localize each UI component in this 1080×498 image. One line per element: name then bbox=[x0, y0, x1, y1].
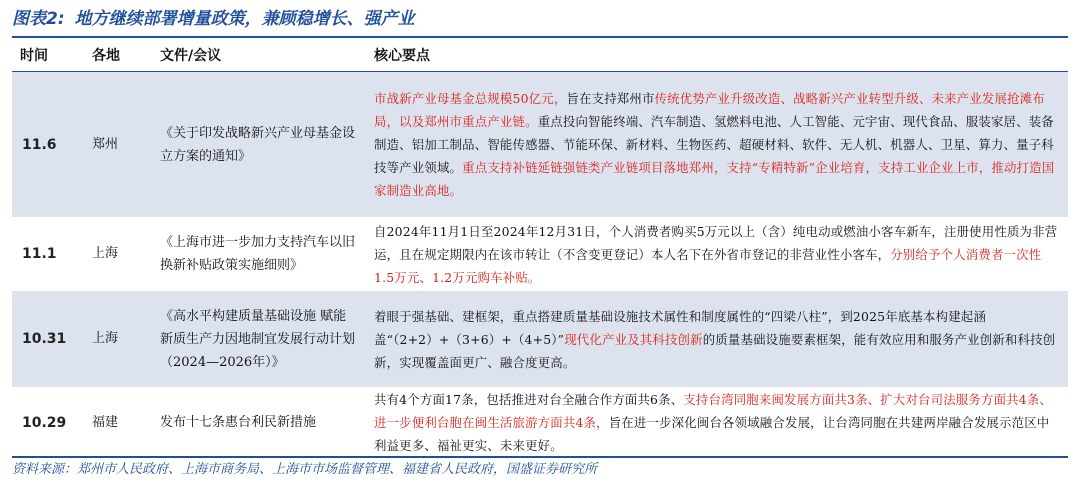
key-point-highlight: 分别给予个人消费者一次性1.5万元、1.2万元购车补贴。 bbox=[374, 246, 1042, 285]
header-region: 各地 bbox=[84, 38, 152, 72]
cell-key-points bbox=[366, 72, 1068, 218]
cell-time: 10.29 bbox=[12, 388, 84, 458]
cell-document: 《关于印发战略新兴产业母基金设立方案的通知》 bbox=[152, 72, 366, 218]
key-point-text: 重点投向智能终端、汽车制造、氢燃料电池、人工智能、元宇宙、现代食品、服装家居、装备制造、铝加工制品、智能传感器、节能环保、新材料、生物医药、超硬材料、软件、无人机、机器人、卫星、算力、量子科技等产业领域。 bbox=[374, 114, 1054, 175]
table-row bbox=[12, 218, 1068, 291]
policy-table bbox=[12, 38, 1068, 458]
figure-title-text: 地方继续部署增量政策，兼顾稳增长、强产业 bbox=[74, 9, 415, 29]
cell-time: 11.1 bbox=[12, 218, 84, 291]
table-header-row bbox=[12, 38, 1068, 72]
cell-key-points bbox=[366, 291, 1068, 388]
figure-label: 图表2: bbox=[12, 9, 65, 29]
cell-key-points bbox=[366, 388, 1068, 458]
key-point-highlight: 市战新产业母基金总规模50亿元， bbox=[374, 91, 567, 106]
figure-title bbox=[12, 6, 415, 32]
cell-region: 郑州 bbox=[84, 72, 152, 218]
table-row bbox=[12, 388, 1068, 458]
cell-key-points bbox=[366, 218, 1068, 291]
cell-document: 《上海市进一步加力支持汽车以旧换新补贴政策实施细则》 bbox=[152, 218, 366, 291]
cell-time: 11.6 bbox=[12, 72, 84, 218]
header-key-points: 核心要点 bbox=[366, 38, 1068, 72]
key-point-text: 共有4个方面17条，包括推进对台全融合作方面共6条、 bbox=[374, 392, 684, 407]
table-row bbox=[12, 72, 1068, 218]
key-point-highlight: 重点支持补链延链强链类产业链项目落地郑州，支持“专精特新”企业培育，支持工业企业上市，推动打造国家制造业高地。 bbox=[374, 160, 1055, 198]
key-point-highlight: 支持台湾同胞来闽发展方面共3条、扩大对台司法服务方面共4条、进一步便利台胞在闽生活旅游方面共4条， bbox=[374, 392, 1053, 430]
source-note: 资料来源：郑州市人民政府、上海市商务局、上海市市场监督管理、福建省人民政府，国盛证券研究所 bbox=[12, 462, 598, 477]
key-point-text: 着眼于强基础、建框架，重点搭建质量基础设施技术属性和制度属性的“四梁八柱”，到2025年底基本构建起涵盖“（2+2）+（3+6）+（4+5）” bbox=[374, 308, 986, 347]
cell-region: 福建 bbox=[84, 388, 152, 458]
table-row bbox=[12, 291, 1068, 388]
cell-region: 上海 bbox=[84, 291, 152, 388]
key-point-text: 自2024年11月1日至2024年12月31日，个人消费者购买5万元以上（含）纯电动或燃油小客车新车，注册使用性质为非营运，且在规定期限内在该市转让（不含变更登记）本人名下在外省市登记的非营业性小客车， bbox=[374, 223, 1058, 262]
key-point-highlight: 现代化产业及其科技创新 bbox=[564, 331, 703, 347]
key-point-highlight: 传统优势产业升级改造、战略新兴产业转型升级、未来产业发展抢滩布局，以及郑州市重点产业链。 bbox=[374, 91, 1045, 129]
cell-document: 《高水平构建质量基础设施 赋能新质生产力因地制宜发展行动计划（2024—2026年）》 bbox=[152, 291, 366, 388]
key-point-text: 的质量基础设施要素框架，能有效应用和服务产业创新和科技创新，实现覆盖面更广、融合度更高。 bbox=[374, 331, 1056, 370]
key-point-text: 旨在支持郑州市 bbox=[566, 91, 655, 106]
header-time: 时间 bbox=[12, 38, 84, 72]
cell-time: 10.31 bbox=[12, 291, 84, 388]
key-point-text: 旨在进一步深化闽台各领域融合发展，让台湾同胞在共建两岸融合发展示范区中利益更多、福祉更实、未来更好。 bbox=[374, 415, 1050, 453]
header-document: 文件/会议 bbox=[152, 38, 366, 72]
cell-region: 上海 bbox=[84, 218, 152, 291]
cell-document: 发布十七条惠台利民新措施 bbox=[152, 388, 366, 458]
